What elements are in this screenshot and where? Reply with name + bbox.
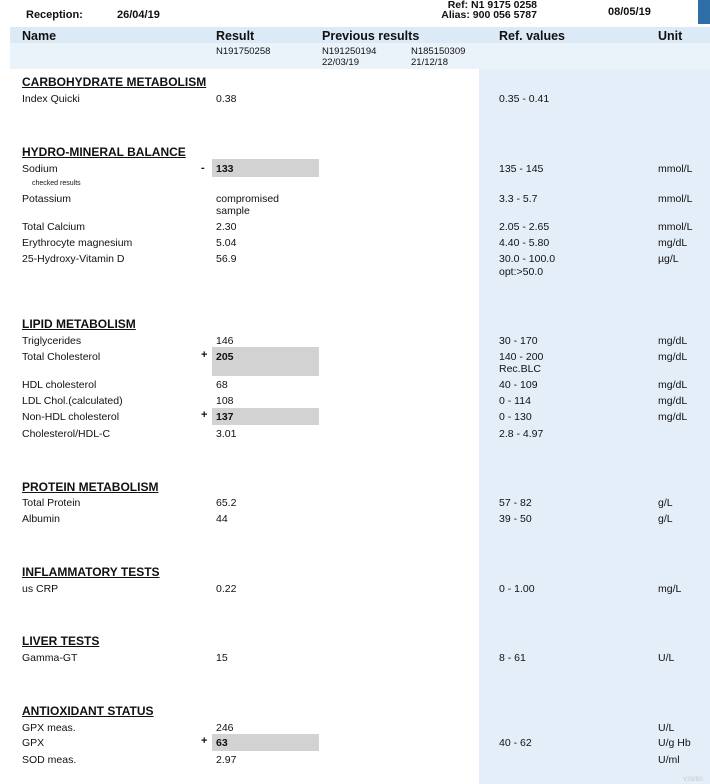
- row-name: Cholesterol/HDL-C: [22, 428, 111, 440]
- prev1-date: 22/03/19: [322, 57, 359, 68]
- row-result: 3.01: [216, 428, 237, 440]
- row-unit: mmol/L: [658, 221, 693, 233]
- high-flag: +: [201, 735, 208, 747]
- row-name: Total Protein: [22, 497, 81, 509]
- row-ref: 2.05 - 2.65: [499, 221, 550, 233]
- row-ref-line2: opt:>50.0: [499, 266, 544, 278]
- row-result: 205: [216, 351, 234, 363]
- row-unit: mg/dL: [658, 237, 688, 249]
- row-unit: U/ml: [658, 754, 680, 766]
- row-result: 108: [216, 395, 234, 407]
- row-ref: 40 - 109: [499, 379, 538, 391]
- row-name: LDL Chol.(calculated): [22, 395, 123, 407]
- prev1-sample-id: N191250194: [322, 46, 377, 57]
- low-flag: -: [201, 162, 205, 174]
- section-inflammatory: INFLAMMATORY TESTS: [22, 565, 160, 579]
- row-unit: mmol/L: [658, 193, 693, 205]
- watermark-code: V26/B0: [683, 777, 703, 783]
- col-unit: Unit: [658, 29, 683, 43]
- row-unit: mg/dL: [658, 395, 688, 407]
- section-liver: LIVER TESTS: [22, 634, 100, 648]
- row-result: compromised: [216, 193, 280, 205]
- section-hydro-mineral: HYDRO-MINERAL BALANCE: [22, 145, 186, 159]
- high-flag: +: [201, 349, 208, 361]
- row-name: Erythrocyte magnesium: [22, 237, 133, 249]
- row-name: Index Quicki: [22, 93, 80, 105]
- row-unit: g/L: [658, 513, 673, 525]
- page-edge-marker: [698, 0, 710, 24]
- col-previous: Previous results: [322, 29, 420, 43]
- row-result: 44: [216, 513, 228, 525]
- row-unit: mg/dL: [658, 379, 688, 391]
- section-protein: PROTEIN METABOLISM: [22, 480, 159, 494]
- row-note: checked results: [32, 180, 81, 187]
- col-name: Name: [22, 29, 57, 43]
- alias-number: Alias: 900 056 5787: [441, 9, 537, 21]
- row-ref: 0.35 - 0.41: [499, 93, 550, 105]
- row-name: Total Calcium: [22, 221, 86, 233]
- row-unit: U/L: [658, 722, 675, 734]
- row-result: 2.30: [216, 221, 237, 233]
- reception-label: Reception:: [26, 9, 83, 21]
- row-result: 5.04: [216, 237, 237, 249]
- section-carbohydrate: CARBOHYDRATE METABOLISM: [22, 75, 207, 89]
- row-unit: µg/L: [658, 253, 679, 265]
- section-antioxidant: ANTIOXIDANT STATUS: [22, 704, 154, 718]
- row-result: 2.97: [216, 754, 237, 766]
- row-name: GPX: [22, 737, 45, 749]
- row-result: 137: [216, 411, 234, 423]
- row-result: 246: [216, 722, 234, 734]
- row-name: Triglycerides: [22, 335, 82, 347]
- row-unit: g/L: [658, 497, 673, 509]
- prev2-sample-id: N185150309: [411, 46, 466, 57]
- col-ref: Ref. values: [499, 29, 566, 43]
- reception-date: 26/04/19: [117, 9, 160, 21]
- row-result: 56.9: [216, 253, 237, 265]
- row-unit: mg/dL: [658, 351, 688, 363]
- row-result: 133: [216, 163, 234, 175]
- reference-column-shade: [479, 69, 710, 784]
- row-ref: 0 - 1.00: [499, 583, 535, 595]
- row-ref: 2.8 - 4.97: [499, 428, 544, 440]
- row-result: 65.2: [216, 497, 237, 509]
- row-ref: 4.40 - 5.80: [499, 237, 550, 249]
- abnormal-highlight: [212, 734, 319, 751]
- reference-number: Ref: N1 9175 0258: [447, 0, 537, 11]
- row-name: Non-HDL cholesterol: [22, 411, 120, 423]
- row-ref: 57 - 82: [499, 497, 532, 509]
- row-name: us CRP: [22, 583, 59, 595]
- row-unit: U/L: [658, 652, 675, 664]
- row-ref: 3.3 - 5.7: [499, 193, 538, 205]
- row-ref-line2: Rec.BLC: [499, 363, 542, 375]
- row-unit: mmol/L: [658, 163, 693, 175]
- prev2-date: 21/12/18: [411, 57, 448, 68]
- row-name: 25-Hydroxy-Vitamin D: [22, 253, 125, 265]
- row-unit: mg/L: [658, 583, 682, 595]
- row-unit: mg/dL: [658, 411, 688, 423]
- row-result: 0.38: [216, 93, 237, 105]
- col-result: Result: [216, 29, 255, 43]
- row-result: 63: [216, 737, 228, 749]
- row-name: GPX meas.: [22, 722, 76, 734]
- row-ref: 30 - 170: [499, 335, 538, 347]
- row-result: 15: [216, 652, 228, 664]
- row-name: Albumin: [22, 513, 60, 525]
- row-ref: 0 - 114: [499, 395, 531, 407]
- row-ref: 8 - 61: [499, 652, 526, 664]
- row-ref: 140 - 200: [499, 351, 544, 363]
- result-sample-id: N191750258: [216, 46, 271, 57]
- row-ref: 39 - 50: [499, 513, 532, 525]
- row-name: SOD meas.: [22, 754, 77, 766]
- row-result: 146: [216, 335, 234, 347]
- row-name: Sodium: [22, 163, 58, 175]
- row-result: 0.22: [216, 583, 237, 595]
- row-name: Total Cholesterol: [22, 351, 101, 363]
- high-flag: +: [201, 409, 208, 421]
- row-result-line2: sample: [216, 205, 250, 217]
- row-ref: 40 - 62: [499, 737, 532, 749]
- row-name: Gamma-GT: [22, 652, 78, 664]
- report-date: 08/05/19: [608, 6, 651, 18]
- row-name: HDL cholesterol: [22, 379, 97, 391]
- row-name: Potassium: [22, 193, 72, 205]
- row-result: 68: [216, 379, 228, 391]
- row-unit: mg/dL: [658, 335, 688, 347]
- section-lipid: LIPID METABOLISM: [22, 317, 136, 331]
- row-ref: 0 - 130: [499, 411, 532, 423]
- row-ref: 135 - 145: [499, 163, 544, 175]
- row-unit: U/g Hb: [658, 737, 691, 749]
- row-ref: 30.0 - 100.0: [499, 253, 556, 265]
